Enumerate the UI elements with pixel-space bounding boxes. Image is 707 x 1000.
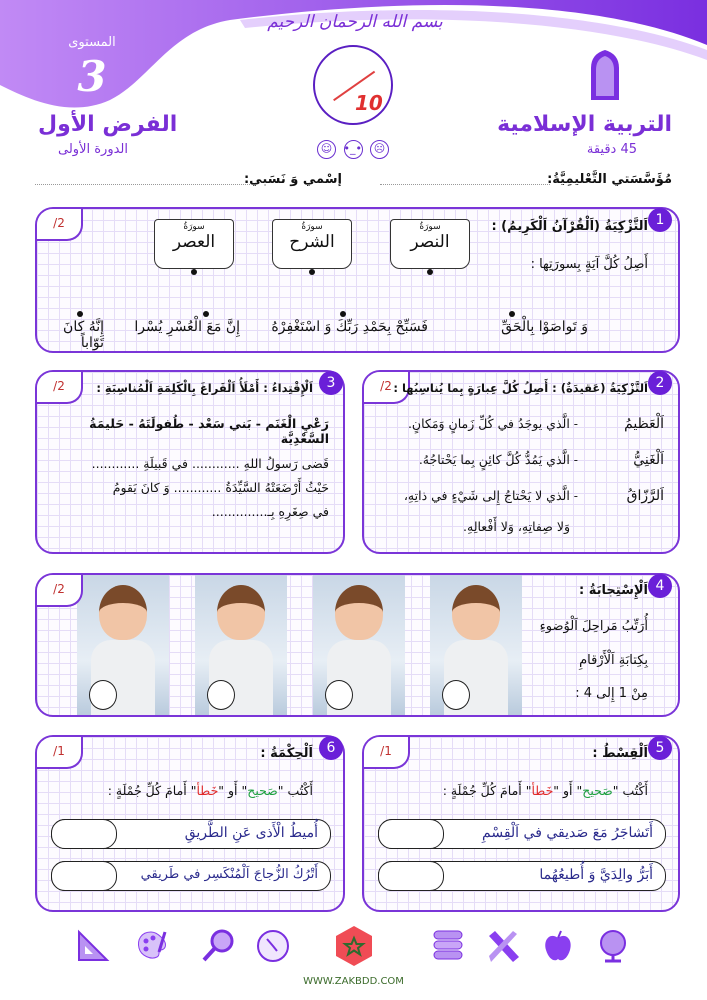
school-label: مُؤَسَّسَتي التَّعْليمِيَّةُ: <box>547 172 672 187</box>
verse: فَسَبِّحْ بِحَمْدِ رَبِّكَ وَ اسْتَغْفِرْهُ <box>271 319 428 335</box>
instruction-line: أُرَتِّبُ مَراحِلَ اَلْوُضوءِ <box>539 619 648 634</box>
number-circle[interactable] <box>325 680 353 710</box>
set-square-icon <box>75 928 111 964</box>
exercise-number: 4 <box>648 574 672 598</box>
apple-icon <box>540 928 576 964</box>
exercise-title: اَلتَّزْكِيَةُ (عَقيدَةٌ) : أَصِلُ كُلَّ عِبارَةٍ بِما يُناسِبُها : <box>393 381 648 395</box>
match-dot[interactable] <box>509 311 515 317</box>
instruction-line: مِنْ 1 إِلى 4 : <box>575 686 648 701</box>
exercise-number: 1 <box>648 208 672 232</box>
happy-face-icon: ☺ <box>317 140 336 159</box>
exercise-title: اَلْحِكْمَةُ : <box>260 746 313 761</box>
exercise-number: 6 <box>319 736 343 760</box>
points: /2 <box>37 372 83 404</box>
globe-icon <box>595 928 631 964</box>
magnifier-icon <box>200 928 236 964</box>
palette-icon <box>135 928 171 964</box>
wudu-washing-hands-image <box>195 575 287 717</box>
level-number: 3 <box>77 52 107 101</box>
score-total: 10 <box>355 91 383 115</box>
exercise-1 <box>35 207 680 353</box>
phrase: - الَّذي يوجَدُ في كُلِّ زَمانٍ وَمَكانٍ. <box>407 416 578 431</box>
neutral-face-icon: •_• <box>344 140 363 159</box>
wudu-wiping-head-image <box>77 575 169 717</box>
exercise-5 <box>362 735 680 912</box>
answer-input[interactable] <box>51 819 117 849</box>
word-bank: رَعْيِ الْغَنَم - بَني سَعْد - طُفولَتَهُ - حَليمَةُ السَّعْدِيَّة <box>89 416 329 446</box>
instruction: أَكْتُب "صَحيح" أَو "خَطأ" أَمامَ كُلِّ جُمْلَةٍ : <box>107 783 313 798</box>
statement-row: أَتْرُكُ الزُّجاجَ اَلْمُنْكَسِر في طَريقي <box>51 861 331 891</box>
instruction: أَصِلُ كُلَّ آيَةٍ بِسورَتِها : <box>530 257 648 272</box>
answer-input[interactable] <box>378 819 444 849</box>
match-dot[interactable] <box>77 311 83 317</box>
match-dot[interactable] <box>309 269 315 275</box>
fill-line[interactable]: في صِغَرِهِ بِـ.............. <box>211 504 329 519</box>
instruction-line: بِكِتابَةِ اَلْأَرْقامِ <box>579 653 648 668</box>
exercise-title: اَلتَّزْكِيَةُ (اَلْقُرْآنُ اَلْكَرِيمُ) : <box>491 219 648 234</box>
school-field[interactable] <box>380 184 550 185</box>
number-circle[interactable] <box>442 680 470 710</box>
exercise-2 <box>362 370 680 554</box>
website[interactable]: WWW.ZAKBDD.COM <box>303 976 404 987</box>
verse: إِنَّهُ كانَ تَوّاباً <box>63 319 104 351</box>
divine-name: اَلْعَظيمُ <box>624 416 664 432</box>
statement-row: أُميطُ الْأَذى عَنِ الطَّريقِ <box>51 819 331 849</box>
wudu-washing-face-image <box>313 575 405 717</box>
surah-card: سورَةُ العصر <box>154 219 234 269</box>
verse: وَ تَواصَوْا بِالْحَقِّ <box>501 319 588 335</box>
match-dot[interactable] <box>203 311 209 317</box>
duration: 45 دقيقة <box>586 142 637 157</box>
points: /2 <box>37 575 83 607</box>
exercise-number: 2 <box>648 371 672 395</box>
ruler-pencil-icon <box>485 928 521 964</box>
answer-input[interactable] <box>378 861 444 891</box>
match-dot[interactable] <box>427 269 433 275</box>
term: الدورة الأولى <box>58 142 128 157</box>
instruction: أَكْتُب "صَحيح" أَو "خَطأ" أَمامَ كُلِّ جُمْلَةٍ : <box>442 783 648 798</box>
subject-title: التربية الإسلامية <box>497 112 672 137</box>
surah-card: سورَةُ الشرح <box>272 219 352 269</box>
wudu-rinsing-mouth-image <box>430 575 522 717</box>
fill-line[interactable]: حَيْثُ أَرْضَعَتْهُ السَّيِّدَةُ ............ وَ كانَ يَقومُ <box>112 480 329 495</box>
exercise-title: اَلْإِقْتِداءُ : أَمْلَأُ اَلْفَراغَ بِالْكَلِمَةِ اَلْمُناسِبَةِ : <box>96 381 313 395</box>
points: /1 <box>37 737 83 769</box>
statement-row: أَبَرُّ والِدَيَّ وَ أُطيعُهُما <box>378 861 666 891</box>
score-circle <box>313 45 393 125</box>
exercise-4 <box>35 573 680 717</box>
fill-line[interactable]: قَضى رَسولُ اللهِ ............ في قَبيلَةِ ............ <box>91 456 329 471</box>
name-label: إسْمي وَ نَسَبي: <box>243 172 342 187</box>
name-field[interactable] <box>35 184 250 185</box>
phrase: وَلا صِفاتِهِ، وَلا أَفْعالِهِ. <box>463 519 570 534</box>
number-circle[interactable] <box>89 680 117 710</box>
exercise-title: اَلْإِسْتِجابَةُ : <box>579 583 648 598</box>
verse: إِنَّ مَعَ الْعُسْرِ يُسْرا <box>134 319 240 335</box>
match-dot[interactable] <box>340 311 346 317</box>
points: /2 <box>364 372 410 404</box>
exercise-6 <box>35 735 345 912</box>
points: /1 <box>364 737 410 769</box>
points: /2 <box>37 209 83 241</box>
divine-name: اَلْغَنِيُّ <box>633 452 664 468</box>
statement-row: أَتَشاجَرُ مَعَ صَديقي في اَلْقِسْمِ <box>378 819 666 849</box>
exercise-title: اَلْقِسْطُ : <box>592 746 648 761</box>
divine-name: اَلرَّزّاقُ <box>626 488 664 504</box>
answer-input[interactable] <box>51 861 117 891</box>
books-icon <box>430 928 466 964</box>
surah-card: سورَةُ النصر <box>390 219 470 269</box>
level-label: المستوى <box>68 35 116 50</box>
mosque-window-icon <box>587 50 623 100</box>
match-dot[interactable] <box>191 269 197 275</box>
sad-face-icon: ☹ <box>370 140 389 159</box>
exam-title: الفرض الأول <box>38 112 178 137</box>
bismillah: بسم الله الرحمان الرحيم <box>267 12 443 32</box>
clock-icon <box>255 928 291 964</box>
number-circle[interactable] <box>207 680 235 710</box>
exercise-3 <box>35 370 345 554</box>
phrase: - الَّذي لا يَحْتاجُ إِلى شَيْءٍ في ذاتِهِ، <box>403 488 578 503</box>
exercise-number: 3 <box>319 371 343 395</box>
phrase: - الَّذي يَمُدُّ كُلَّ كائِنٍ بِما يَحْتاجُهُ. <box>418 452 578 467</box>
exercise-number: 5 <box>648 736 672 760</box>
morocco-flag-icon <box>333 925 375 967</box>
